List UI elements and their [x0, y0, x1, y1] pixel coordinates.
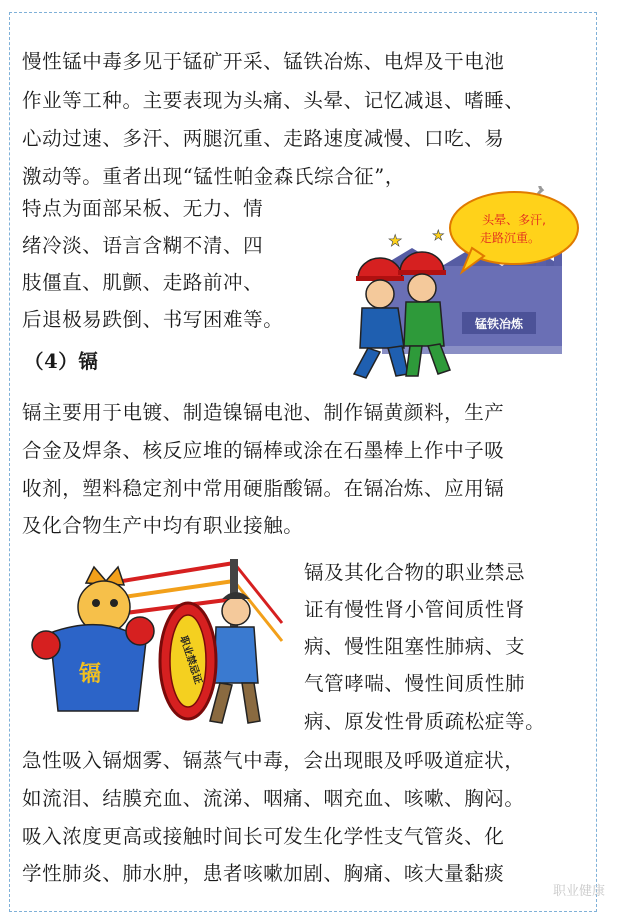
watermark: 职业健康	[552, 884, 605, 899]
text-line: 及化合物生产中均有职业接触。	[22, 514, 304, 537]
text-line: 镉主要用于电镀、制造镍镉电池、制作镉黄颜料，生产	[22, 401, 505, 424]
section-heading: （4）镉	[24, 350, 99, 373]
defender-figure	[210, 592, 260, 723]
worker-figure	[354, 258, 408, 378]
text-line: 如流泪、结膜充血、流涕、咽痛、咽充血、咳嗽、胸闷。	[22, 787, 525, 810]
text-line: 特点为面部呆板、无力、情	[22, 197, 264, 220]
text-line: 吸入浓度更高或接触时间长可发生化学性支气管炎、化	[22, 825, 505, 848]
text-line: 心动过速、多汗、两腿沉重、走路速度减慢、口吃、易	[22, 127, 505, 150]
cadmium-mascot	[32, 567, 154, 711]
dizzy-star-icon: ★	[388, 231, 403, 250]
text-line: 作业等工种。主要表现为头痛、头晕、记忆减退、嗜睡、	[22, 89, 525, 112]
text-line: 证有慢性肾小管间质性肾	[304, 598, 526, 621]
text-line: 镉及其化合物的职业禁忌	[304, 561, 526, 584]
text-line: 病、原发性骨质疏松症等。	[304, 710, 546, 733]
ring-rope	[110, 563, 234, 583]
cadmium-boxing-illustration	[20, 553, 298, 728]
boxing-glove-icon	[32, 631, 60, 659]
text-line: 学性肺炎、肺水肿，患者咳嗽加剧、胸痛、咳大量黏痰	[22, 862, 505, 885]
dizzy-star-icon: ★	[432, 228, 445, 244]
mascot-label: 镉	[78, 662, 102, 687]
bubble-line: 走路沉重。	[479, 231, 541, 245]
text-line: 激动等。重者出现“锰性帕金森氏综合征”，	[22, 165, 405, 188]
manganese-workers-illustration	[322, 186, 588, 386]
boxing-glove-icon	[126, 617, 154, 645]
text-line: 绪冷淡、语言含糊不清、四	[22, 234, 264, 257]
text-line: 急性吸入镉烟雾、镉蒸气中毒，会出现眼及呼吸道症状，	[22, 749, 525, 772]
text-line: 合金及焊条、核反应堆的镉棒或涂在石墨棒上作中子吸	[22, 439, 505, 462]
text-line: 病、慢性阻塞性肺病、支	[304, 635, 526, 658]
text-line: 慢性锰中毒多见于锰矿开采、锰铁冶炼、电焊及干电池	[22, 50, 505, 73]
text-line: 后退极易跌倒、书写困难等。	[22, 308, 284, 331]
bubble-line: 头晕、多汗,	[482, 213, 546, 227]
text-line: 收剂，塑料稳定剂中常用硬脂酸镉。在镉冶炼、应用镉	[22, 477, 505, 500]
factory-sign: 锰铁冶炼	[474, 317, 524, 331]
text-line: 气管哮喘、慢性间质性肺	[304, 672, 526, 695]
shield-text: 职业禁忌证	[177, 634, 204, 686]
text-line: 肢僵直、肌颤、走路前冲、	[22, 271, 264, 294]
